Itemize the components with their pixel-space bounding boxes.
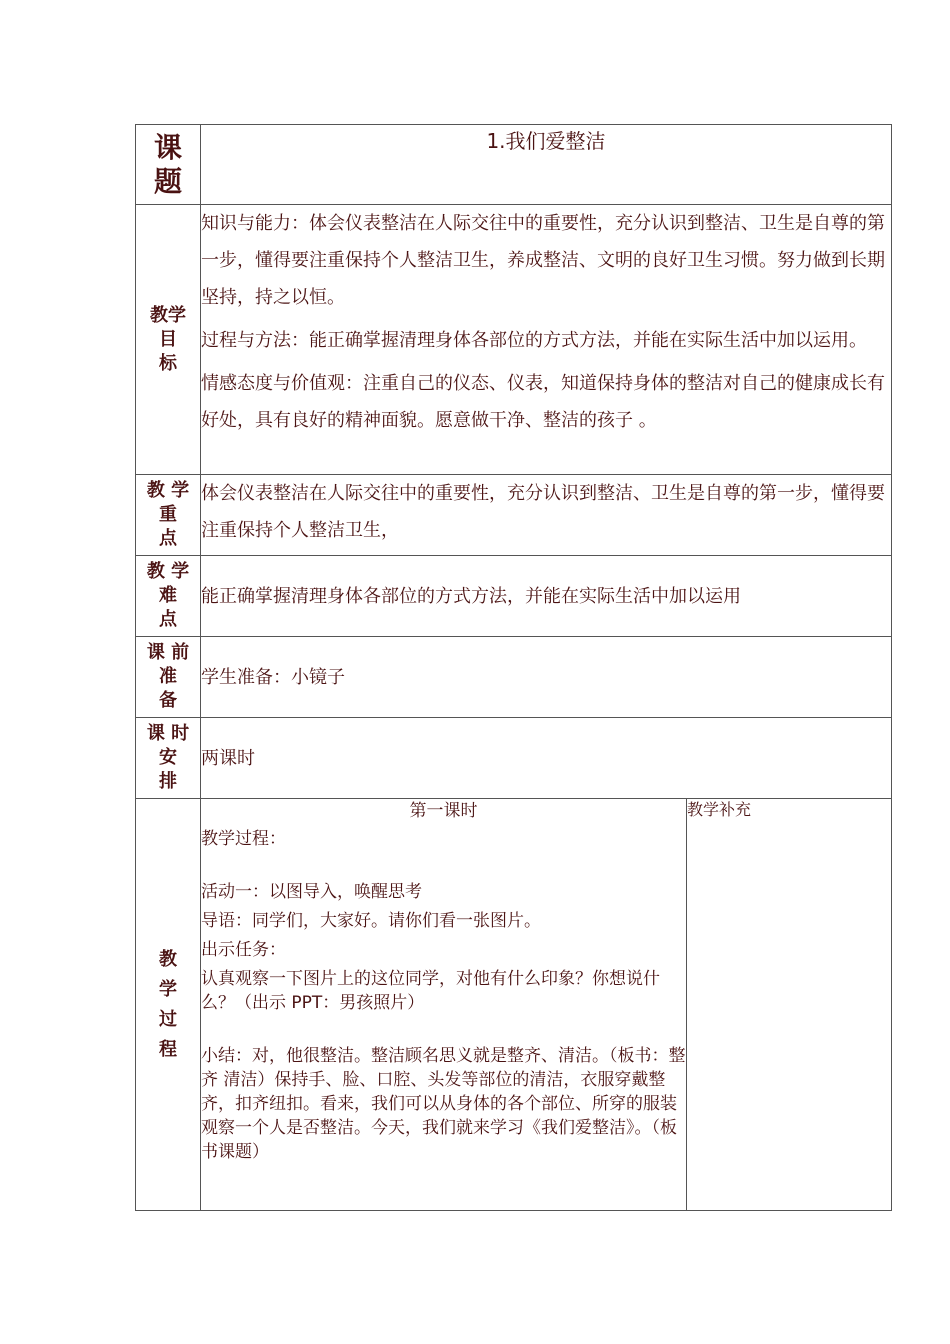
activity-one: 活动一：以图导入，唤醒思考 [201,882,422,902]
process-intro: 教学过程： [201,829,286,849]
topic-row [136,125,892,205]
schedule-text: 两课时 [201,718,892,799]
lesson-plan-table [135,124,892,1211]
process-label: 教 学 过 程 [136,799,201,1211]
session-header: 第一课时 [409,801,478,821]
summary-text: 小结：对，他很整洁。整洁顾名思义就是整齐、清洁。（板书：整齐 清洁）保持手、脸、口腔、头发等部位的清洁，衣服穿戴整齐，扣齐纽扣。看来，我们可以从身体的各个部位、所穿的服装观察一个人是否整洁。今天，我们就来学习《我们爱整洁》。（板书课题） [201,1046,686,1162]
lesson-title: 1.我们爱整洁 [201,125,892,205]
task-text: 认真观察一下图片上的这位同学，对他有什么印象？你想说什么？（出示 PPT：男孩照片） [201,969,660,1013]
preparation-row [136,637,892,718]
key-points-text: 体会仪表整洁在人际交往中的重要性，充分认识到整洁、卫生是自尊的第一步，懂得要注重保持个人整洁卫生， [201,475,892,556]
topic-label: 课 题 [136,125,201,205]
process-content [201,799,687,1211]
key-points-row [136,475,892,556]
guide-text: 导语：同学们，大家好。请你们看一张图片。 [201,911,541,931]
difficulties-text: 能正确掌握清理身体各部位的方式方法，并能在实际生活中加以运用 [201,556,892,637]
schedule-label: 课 时 安 排 [136,718,201,799]
task-label: 出示任务： [201,940,286,960]
key-points-label: 教 学 重 点 [136,475,201,556]
process-row [136,799,892,1211]
goals-content [201,205,892,475]
supplement-header: 教学补充 [687,800,752,819]
difficulties-label: 教 学 难 点 [136,556,201,637]
goal-knowledge: 知识与能力：体会仪表整洁在人际交往中的重要性，充分认识到整洁、卫生是自尊的第一步，懂得要注重保持个人整洁卫生，养成整洁、文明的良好卫生习惯。努力做到长期坚持，持之以恒。 [201,213,885,308]
preparation-label: 课 前 准 备 [136,637,201,718]
schedule-row [136,718,892,799]
supplement-column [687,799,892,1211]
goal-emotion: 情感态度与价值观：注重自己的仪态、仪表，知道保持身体的整洁对自己的健康成长有好处，具有良好的精神面貌。愿意做干净、整洁的孩子 。 [201,373,885,431]
difficulties-row [136,556,892,637]
goal-process: 过程与方法：能正确掌握清理身体各部位的方式方法，并能在实际生活中加以运用。 [201,330,867,351]
preparation-text: 学生准备：小镜子 [201,637,892,718]
goals-row [136,205,892,475]
goals-label: 教学 目 标 [136,205,201,475]
